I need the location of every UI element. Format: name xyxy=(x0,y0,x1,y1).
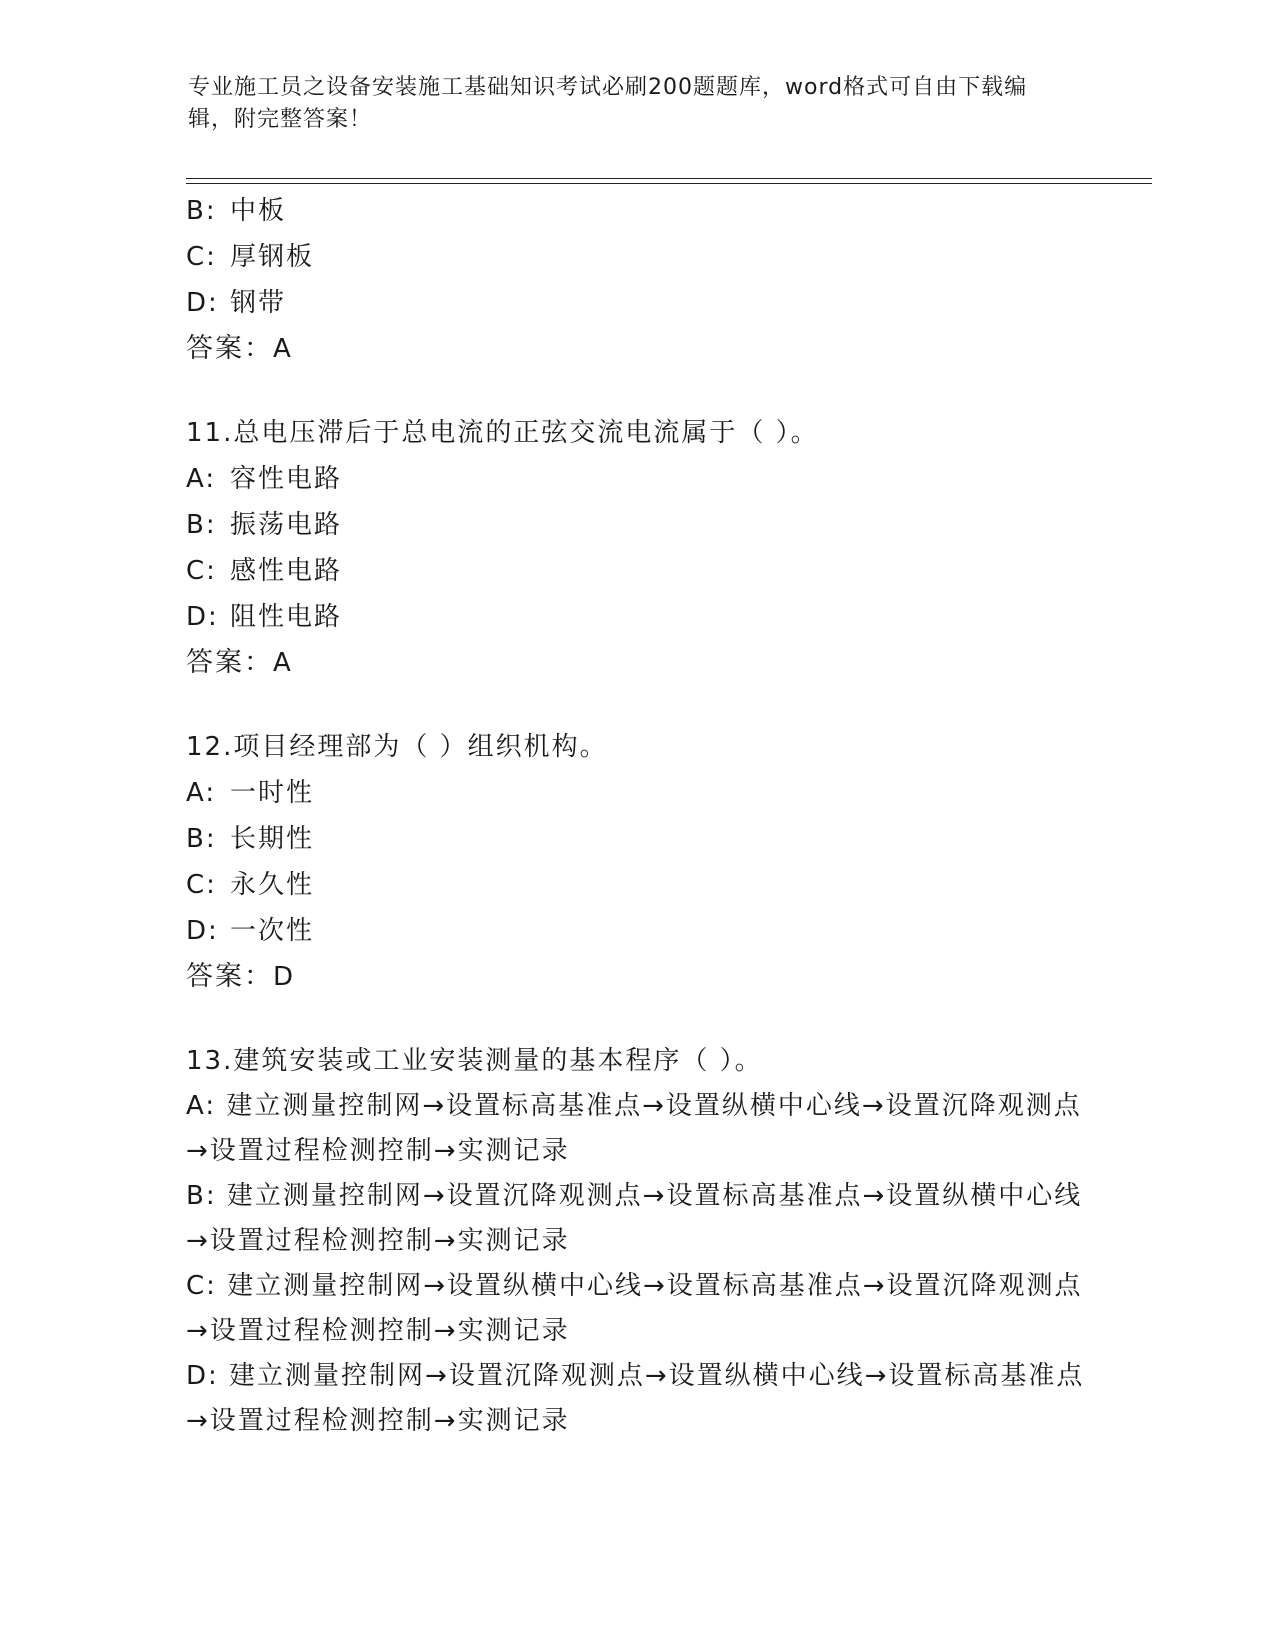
option-letter: C: xyxy=(186,556,217,586)
document-body xyxy=(186,188,1086,1444)
answer-value: A xyxy=(273,334,293,364)
question-stem: 13.建筑安装或工业安装测量的基本程序（ ）。 xyxy=(186,1046,763,1076)
answer-line xyxy=(186,640,1086,686)
answer-label: 答案： xyxy=(186,647,273,678)
question-stem: 11.总电压滞后于总电流的正弦交流电流属于（ ）。 xyxy=(186,418,819,448)
answer-line xyxy=(186,954,1086,1000)
option-c xyxy=(186,234,1086,280)
option-letter: B: xyxy=(186,510,217,540)
option-c xyxy=(186,1264,1086,1354)
option-letter: D: xyxy=(186,602,219,632)
option-b xyxy=(186,1174,1086,1264)
answer-value: A xyxy=(273,648,293,678)
option-letter: B: xyxy=(186,824,217,854)
option-text: 建立测量控制网→设置沉降观测点→设置标高基准点→设置纵横中心线→设置过程检测控制→实测记录 xyxy=(186,1181,1083,1256)
option-letter: D: xyxy=(186,916,219,946)
option-text: 建立测量控制网→设置标高基准点→设置纵横中心线→设置沉降观测点→设置过程检测控制→实测记录 xyxy=(186,1091,1082,1166)
option-text: 阻性电路 xyxy=(230,602,343,632)
answer-line xyxy=(186,326,1086,372)
option-text: 中板 xyxy=(230,196,287,226)
option-letter: D: xyxy=(186,1361,219,1391)
option-d xyxy=(186,594,1086,640)
option-c xyxy=(186,548,1086,594)
option-letter: C: xyxy=(186,1271,217,1301)
option-b xyxy=(186,502,1086,548)
option-letter: D: xyxy=(186,288,219,318)
option-d xyxy=(186,280,1086,326)
option-letter: C: xyxy=(186,870,217,900)
option-text: 建立测量控制网→设置纵横中心线→设置标高基准点→设置沉降观测点→设置过程检测控制→实测记录 xyxy=(186,1271,1083,1346)
option-text: 感性电路 xyxy=(230,556,343,586)
option-text: 厚钢板 xyxy=(230,242,315,272)
question-stem: 12.项目经理部为（ ）组织机构。 xyxy=(186,732,608,762)
question-10-continuation xyxy=(186,188,1086,372)
option-b xyxy=(186,188,1086,234)
option-text: 容性电路 xyxy=(230,464,343,494)
option-letter: A: xyxy=(186,464,217,494)
option-text: 振荡电路 xyxy=(230,510,343,540)
option-a xyxy=(186,770,1086,816)
option-text: 钢带 xyxy=(230,288,287,318)
option-b xyxy=(186,816,1086,862)
option-a xyxy=(186,1084,1086,1174)
option-letter: A: xyxy=(186,778,217,808)
page-header: 专业施工员之设备安装施工基础知识考试必刷200题题库，word格式可自由下载编辑，附完整答案！ xyxy=(188,75,1028,132)
option-d xyxy=(186,1354,1086,1444)
option-text: 一时性 xyxy=(230,778,315,808)
option-letter: C: xyxy=(186,242,217,272)
option-text: 永久性 xyxy=(230,870,315,900)
option-text: 长期性 xyxy=(230,824,315,854)
answer-value: D xyxy=(273,962,296,992)
header-rule-top xyxy=(186,178,1152,179)
question-12 xyxy=(186,724,1086,1000)
option-text: 建立测量控制网→设置沉降观测点→设置纵横中心线→设置标高基准点→设置过程检测控制→实测记录 xyxy=(186,1361,1085,1436)
question-13 xyxy=(186,1038,1086,1444)
option-a xyxy=(186,456,1086,502)
header-rule-bottom xyxy=(186,183,1152,184)
option-d xyxy=(186,908,1086,954)
answer-label: 答案： xyxy=(186,333,273,364)
option-c xyxy=(186,862,1086,908)
option-text: 一次性 xyxy=(230,916,315,946)
answer-label: 答案： xyxy=(186,961,273,992)
option-letter: B: xyxy=(186,196,217,226)
option-letter: A: xyxy=(186,1091,217,1121)
option-letter: B: xyxy=(186,1181,217,1211)
question-11 xyxy=(186,410,1086,686)
